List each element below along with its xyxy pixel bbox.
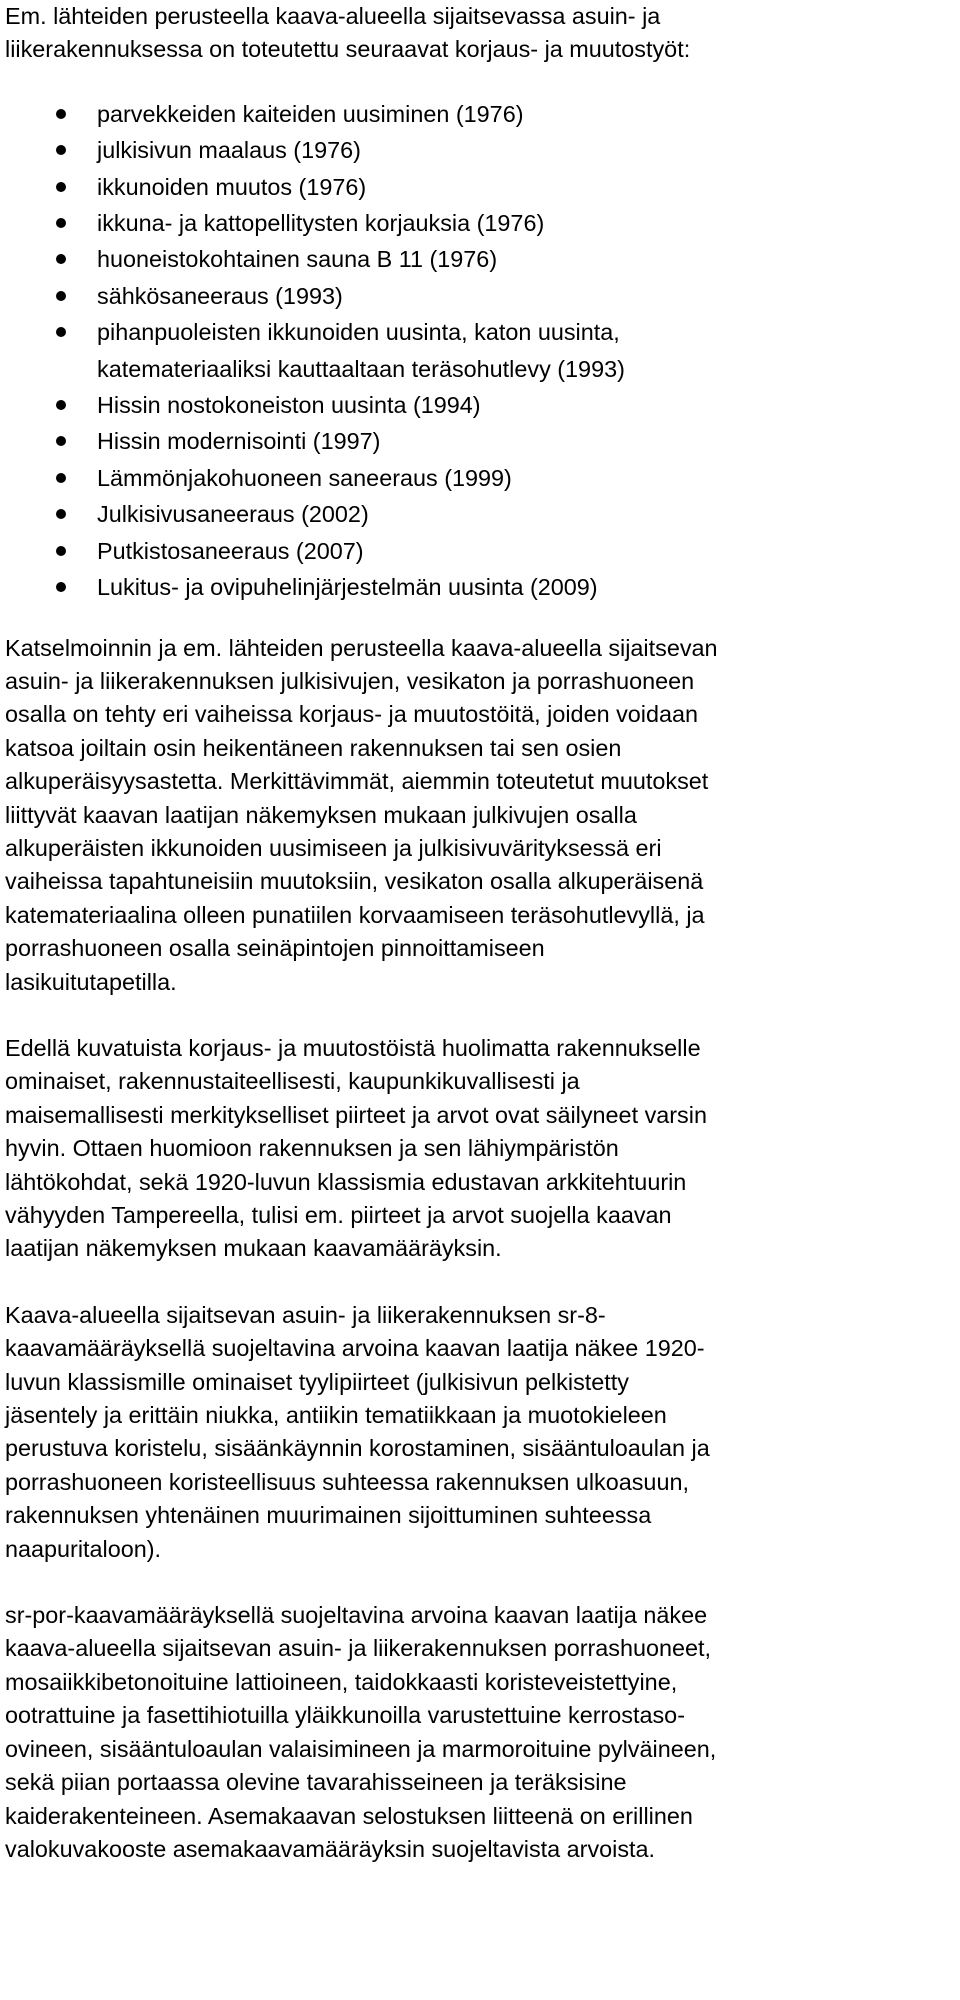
list-item — [5, 96, 955, 132]
bullet-icon — [56, 254, 66, 264]
list-item — [5, 314, 955, 387]
list-item — [5, 423, 955, 459]
bullet-icon — [56, 473, 66, 483]
works-list — [5, 96, 955, 606]
list-item — [5, 278, 955, 314]
list-item-text: Hissin nostokoneiston uusinta (1994) — [97, 392, 481, 419]
list-item — [5, 241, 955, 277]
list-item — [5, 460, 955, 496]
body-paragraph-4: sr-por-kaavamääräyksellä suojeltavina arvoina kaavan laatija näkee kaava-alueella sijaitsevan asuin- ja liikerakennuksen porrashuoneet, mosaiikkibetonoituine lattioineen, taidokkaasti koristeveistettyine, ootrattuine ja fasettihiotuilla yläikkunoilla varustettuine kerrostaso- ovineen, sisääntuloaulan valaisimineen ja marmoroituine pylväineen, sekä piian portaassa olevine tavarahisseineen ja teräksisine kaiderakenteineen. Asemakaavan selostuksen liitteenä on erillinen valokuvakooste asemakaavamääräyksin suojeltavista arvoista. — [5, 1602, 717, 1862]
bullet-icon — [56, 436, 66, 446]
list-item-text: Julkisivusaneeraus (2002) — [97, 501, 369, 528]
bullet-icon — [56, 145, 66, 155]
body-paragraph-3: Kaava-alueella sijaitsevan asuin- ja liikerakennuksen sr-8- kaavamääräyksellä suojeltavina arvoina kaavan laatija näkee 1920- luvun klassismille ominaiset tyylipiirteet (julkisivun pelkistetty jäsentely ja erittäin niukka, antiikin tematiikkaan ja muotokieleen perustuva koristelu, sisäänkäynnin korostaminen, sisääntuloaulan ja porrashuoneen koristeellisuus suhteessa rakennuksen ulkoasuun, rakennuksen yhtenäinen muurimainen sijoittuminen suhteessa naapuritaloon). — [5, 1301, 710, 1562]
list-item-text: Putkistosaneeraus (2007) — [97, 537, 364, 564]
bullet-icon — [56, 327, 66, 337]
list-item-text: julkisivun maalaus (1976) — [97, 137, 361, 164]
list-item-text: parvekkeiden kaiteiden uusiminen (1976) — [97, 100, 524, 127]
bullet-icon — [56, 182, 66, 192]
bullet-icon — [56, 218, 66, 228]
bullet-icon — [56, 109, 66, 119]
body-paragraph-2: Edellä kuvatuista korjaus- ja muutostöistä huolimatta rakennukselle ominaiset, rakennustaiteellisesti, kaupunkikuvallisesti ja maisemallisesti merkitykselliset piirteet ja arvot ovat säilyneet varsin hyvin. Ottaen huomioon rakennuksen ja sen lähiympäristön lähtökohdat, sekä 1920-luvun klassismia edustavan arkkitehtuurin vähyyden Tampereella, tulisi em. piirteet ja arvot suojella kaavan laatijan näkemyksen mukaan kaavamääräyksin. — [5, 1034, 707, 1262]
intro-paragraph: Em. lähteiden perusteella kaava-alueella sijaitsevassa asuin- ja liikerakennuksessa on toteutettu seuraavat korjaus- ja muutostyöt: — [5, 3, 691, 63]
list-item-text: Lukitus- ja ovipuhelinjärjestelmän uusinta (2009) — [97, 574, 598, 601]
bullet-icon — [56, 509, 66, 519]
list-item — [5, 205, 955, 241]
list-item — [5, 169, 955, 205]
bullet-icon — [56, 291, 66, 301]
list-item-text: Lämmönjakohuoneen saneeraus (1999) — [97, 464, 512, 491]
document-page — [5, 0, 955, 1866]
list-item-text: sähkösaneeraus (1993) — [97, 282, 343, 309]
list-item — [5, 496, 955, 532]
list-item-text: ikkunoiden muutos (1976) — [97, 173, 367, 200]
body-paragraph-1: Katselmoinnin ja em. lähteiden perusteella kaava-alueella sijaitsevan asuin- ja liikerakennuksen julkisivujen, vesikaton ja porrashuoneen osalla on tehty eri vaiheissa korjaus- ja muutostöitä, joiden voidaan katsoa joiltain osin heikentäneen rakennuksen tai sen osien alkuperäisyysastetta. Merkittävimmät, aiemmin toteutetut muutokset liittyvät kaavan laatijan näkemyksen mukaan julkivujen osalla alkuperäisten ikkunoiden uusimiseen ja julkisivuvärityksessä eri vaiheissa tapahtuneisiin muutoksiin, vesikaton osalla alkuperäisenä katemateriaalina olleen punatiilen korvaamiseen teräsohutlevyllä, ja porrashuoneen osalla seinäpintojen pinnoittamiseen lasikuitutapetilla. — [5, 634, 718, 995]
list-item — [5, 132, 955, 168]
list-item-text: pihanpuoleisten ikkunoiden uusinta, katon uusinta, katemateriaaliksi kauttaaltaan teräsohutlevy (1993) — [97, 319, 625, 382]
list-item-text: huoneistokohtainen sauna B 11 (1976) — [97, 246, 498, 273]
list-item — [5, 569, 955, 605]
list-item — [5, 533, 955, 569]
bullet-icon — [56, 400, 66, 410]
bullet-icon — [56, 582, 66, 592]
list-item-text: Hissin modernisointi (1997) — [97, 428, 381, 455]
list-item — [5, 387, 955, 423]
bullet-icon — [56, 546, 66, 556]
list-item-text: ikkuna- ja kattopellitysten korjauksia (1976) — [97, 210, 545, 237]
